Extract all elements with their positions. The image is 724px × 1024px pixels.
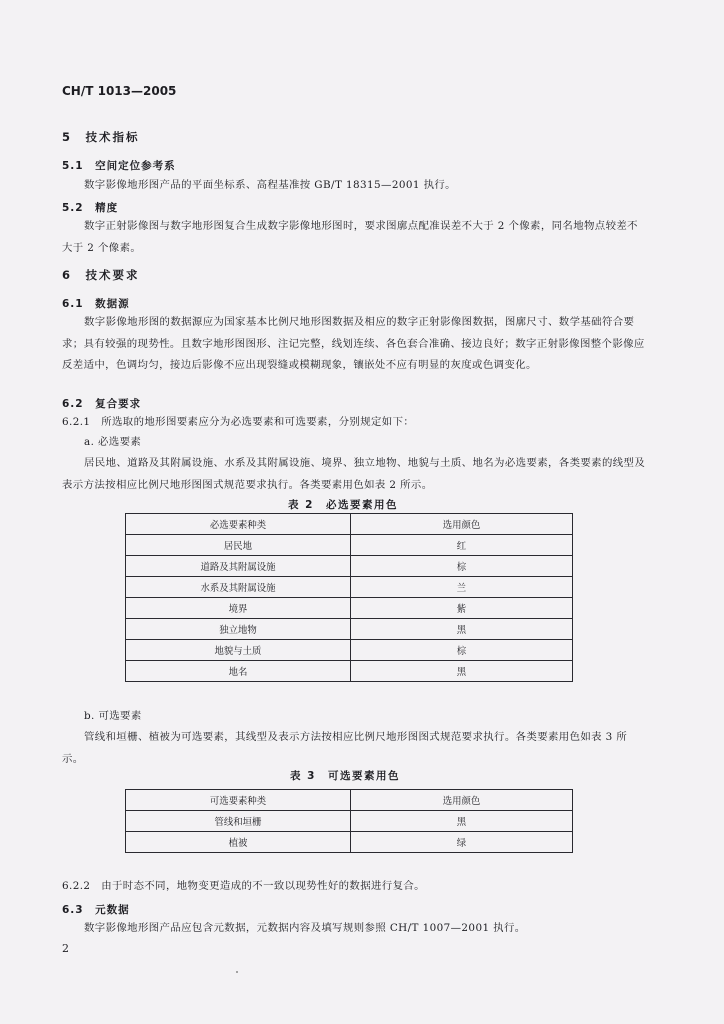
- table-cell: 黑: [351, 619, 573, 640]
- table-row: [126, 661, 573, 682]
- table-cell: 水系及其附属设施: [126, 577, 351, 598]
- section-5-title: 5 技术指标: [62, 130, 140, 144]
- table-cell: 植被: [126, 832, 351, 853]
- section-6-2-2-body: 6.2.2 由于时态不同，地物变更造成的不一致以现势性好的数据进行复合。: [62, 880, 425, 892]
- section-5-2-title: 5.2 精度: [62, 202, 119, 214]
- table-cell: 红: [351, 535, 573, 556]
- table-cell: 棕: [351, 556, 573, 577]
- table-cell: 黑: [351, 811, 573, 832]
- table-3-caption: 表 3 可选要素用色: [290, 770, 400, 782]
- table-row: [126, 577, 573, 598]
- table-cell: 黑: [351, 661, 573, 682]
- required-elements-label: a. 必选要素: [84, 436, 142, 448]
- table-cell: 居民地: [126, 535, 351, 556]
- section-6-1-title: 6.1 数据源: [62, 298, 130, 310]
- optional-elements-label: b. 可选要素: [84, 710, 142, 722]
- standard-number: CH/T 1013—2005: [62, 84, 177, 98]
- table-2-caption: 表 2 必选要素用色: [288, 499, 398, 511]
- table-row: [126, 811, 573, 832]
- table-row: [126, 535, 573, 556]
- table-row: [126, 640, 573, 661]
- table-cell: 紫: [351, 598, 573, 619]
- required-elements-body: 居民地、道路及其附属设施、水系及其附属设施、境界、独立地物、地貌与土质、地名为必选要素，各类要素的线型及表示方法按相应比例尺地形图图式规范要求执行。各类要素用色如表 2 所示。: [62, 457, 646, 491]
- table-row: [126, 598, 573, 619]
- section-6-3-title: 6.3 元数据: [62, 904, 130, 916]
- scan-speck: [236, 971, 238, 973]
- table-cell: 绿: [351, 832, 573, 853]
- page-number: 2: [62, 942, 69, 955]
- section-6-2-1-intro: 6.2.1 所选取的地形图要素应分为必选要素和可选要素，分别规定如下：: [62, 416, 415, 428]
- table-cell: 地貌与土质: [126, 640, 351, 661]
- section-6-3-body: 数字影像地形图产品应包含元数据，元数据内容及填写规则参照 CH/T 1007—2001 执行。: [84, 922, 526, 934]
- table-cell: 道路及其附属设施: [126, 556, 351, 577]
- table-header-row: [126, 790, 573, 811]
- section-6-1-body: 数字影像地形图的数据源应为国家基本比例尺地形图数据及相应的数字正射影像图数据，图廓尺寸、数学基础符合要求；具有较强的现势性。且数字地形图图形、注记完整，线划连续、各色套合准确、接边良好；数字正射影像图整个影像应反差适中，色调均匀，接边后影像不应出现裂缝或模糊现象，镶嵌处不应有明显的灰度或色调变化。: [62, 316, 645, 371]
- table-header-cell: 选用颜色: [351, 790, 573, 811]
- table-cell: 管线和垣栅: [126, 811, 351, 832]
- section-5-1-title: 5.1 空间定位参考系: [62, 160, 176, 172]
- table-cell: 兰: [351, 577, 573, 598]
- section-6-2-title: 6.2 复合要求: [62, 398, 142, 410]
- optional-elements-body: 管线和垣栅、植被为可选要素，其线型及表示方法按相应比例尺地形图图式规范要求执行。各类要素用色如表 3 所示。: [62, 731, 628, 765]
- table-cell: 独立地物: [126, 619, 351, 640]
- table-2: [125, 513, 573, 682]
- section-5-2-body: 数字正射影像图与数字地形图复合生成数字影像地形图时，要求图廓点配准误差不大于 2 个像素，同名地物点较差不大于 2 个像素。: [62, 220, 638, 254]
- table-header-cell: 选用颜色: [351, 514, 573, 535]
- table-3: [125, 789, 573, 853]
- table-header-row: [126, 514, 573, 535]
- table-row: [126, 556, 573, 577]
- section-6-title: 6 技术要求: [62, 268, 140, 282]
- section-5-1-body: 数字影像地形图产品的平面坐标系、高程基准按 GB/T 18315—2001 执行。: [84, 179, 456, 191]
- table-header-cell: 可选要素种类: [126, 790, 351, 811]
- table-row: [126, 619, 573, 640]
- table-header-cell: 必选要素种类: [126, 514, 351, 535]
- table-row: [126, 832, 573, 853]
- table-cell: 棕: [351, 640, 573, 661]
- table-cell: 境界: [126, 598, 351, 619]
- table-cell: 地名: [126, 661, 351, 682]
